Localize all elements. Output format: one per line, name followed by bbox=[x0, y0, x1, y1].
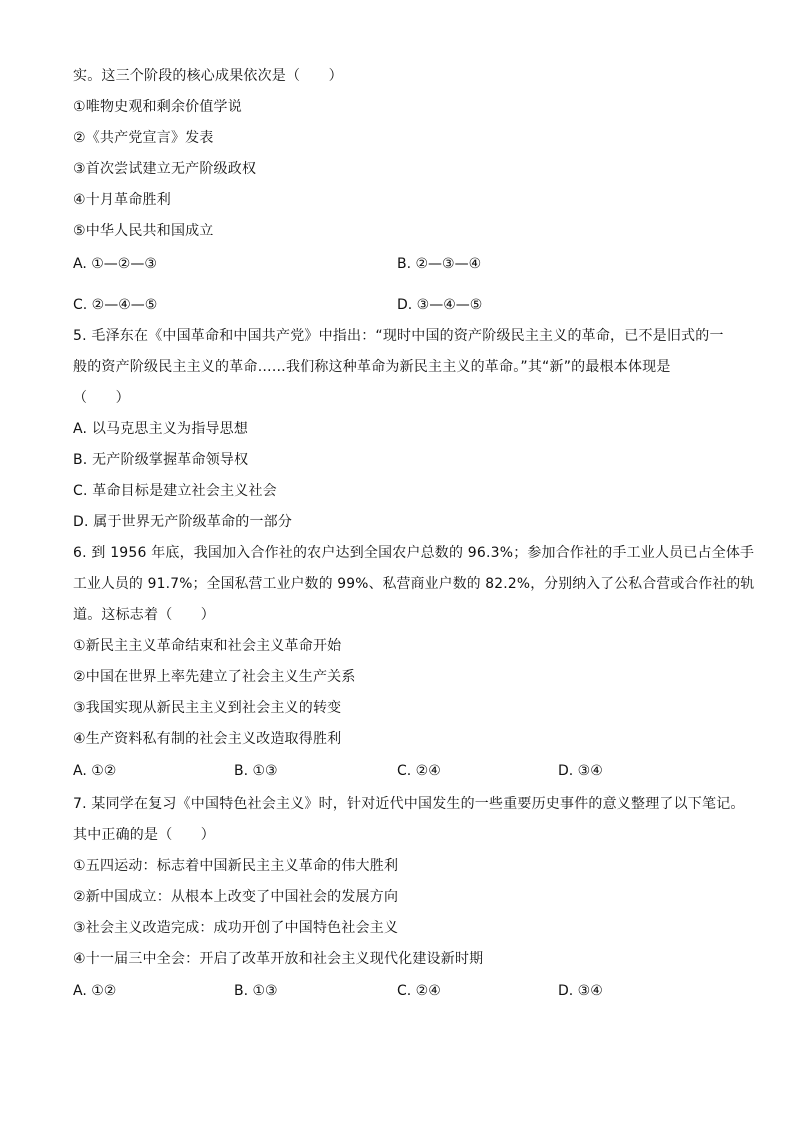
q4-option-d: D. ③—④—⑤ bbox=[397, 297, 483, 313]
q5-option-c: C. 革命目标是建立社会主义社会 bbox=[73, 483, 277, 499]
q5-stem-line-2: 般的资产阶级民主主义的革命……我们称这种革命为新民主主义的革命。”其“新”的最根本体现是 bbox=[73, 359, 671, 375]
q4-option-b: B. ②—③—④ bbox=[397, 256, 482, 272]
q6-item-3: ③我国实现从新民主主义到社会主义的转变 bbox=[73, 700, 342, 716]
q4-option-c: C. ②—④—⑤ bbox=[73, 297, 158, 313]
q6-stem-line-2: 工业人员的 91.7%；全国私营工业户数的 99%、私营商业户数的 82.2%，分别纳入了公私合营或合作社的轨 bbox=[73, 576, 755, 592]
q7-option-a: A. ①② bbox=[73, 983, 117, 999]
q7-option-c: C. ②④ bbox=[397, 983, 441, 999]
q6-option-b: B. ①③ bbox=[234, 763, 278, 779]
q6-option-c: C. ②④ bbox=[397, 763, 441, 779]
q5-stem-line-1: 5. 毛泽东在《中国革命和中国共产党》中指出：“现时中国的资产阶级民主主义的革命，已不是旧式的一 bbox=[73, 328, 724, 344]
q6-item-2: ②中国在世界上率先建立了社会主义生产关系 bbox=[73, 669, 356, 685]
q4-stem-tail: 实。这三个阶段的核心成果依次是（ ） bbox=[73, 68, 343, 84]
q6-stem-line-1: 6. 到 1956 年底，我国加入合作社的农户达到全国农户总数的 96.3%；参加合作社的手工业人员已占全体手 bbox=[73, 545, 755, 561]
q7-stem-line-2: 其中正确的是（ ） bbox=[73, 827, 215, 843]
q7-item-2: ②新中国成立：从根本上改变了中国社会的发展方向 bbox=[73, 889, 399, 905]
q7-item-4: ④十一届三中全会：开启了改革开放和社会主义现代化建设新时期 bbox=[73, 951, 484, 967]
q4-item-4: ④十月革命胜利 bbox=[73, 192, 171, 208]
q7-item-3: ③社会主义改造完成：成功开创了中国特色社会主义 bbox=[73, 920, 399, 936]
q5-option-d: D. 属于世界无产阶级革命的一部分 bbox=[73, 514, 293, 530]
q4-item-5: ⑤中华人民共和国成立 bbox=[73, 223, 214, 239]
q6-item-1: ①新民主主义革命结束和社会主义革命开始 bbox=[73, 638, 342, 654]
q6-option-a: A. ①② bbox=[73, 763, 117, 779]
q5-option-b: B. 无产阶级掌握革命领导权 bbox=[73, 452, 249, 468]
q5-option-a: A. 以马克思主义为指导思想 bbox=[73, 421, 249, 437]
q4-item-1: ①唯物史观和剩余价值学说 bbox=[73, 99, 242, 115]
q4-item-2: ②《共产党宣言》发表 bbox=[73, 130, 214, 146]
q7-option-d: D. ③④ bbox=[558, 983, 603, 999]
q7-stem-line-1: 7. 某同学在复习《中国特色社会主义》时，针对近代中国发生的一些重要历史事件的意义整理了以下笔记。 bbox=[73, 796, 745, 812]
q6-option-d: D. ③④ bbox=[558, 763, 603, 779]
q7-option-b: B. ①③ bbox=[234, 983, 278, 999]
q6-stem-line-3: 道。这标志着（ ） bbox=[73, 607, 215, 623]
q4-item-3: ③首次尝试建立无产阶级政权 bbox=[73, 161, 257, 177]
q4-option-a: A. ①—②—③ bbox=[73, 256, 157, 272]
q5-stem-line-3: （ ） bbox=[73, 390, 130, 406]
q6-item-4: ④生产资料私有制的社会主义改造取得胜利 bbox=[73, 731, 342, 747]
q7-item-1: ①五四运动：标志着中国新民主主义革命的伟大胜利 bbox=[73, 858, 399, 874]
